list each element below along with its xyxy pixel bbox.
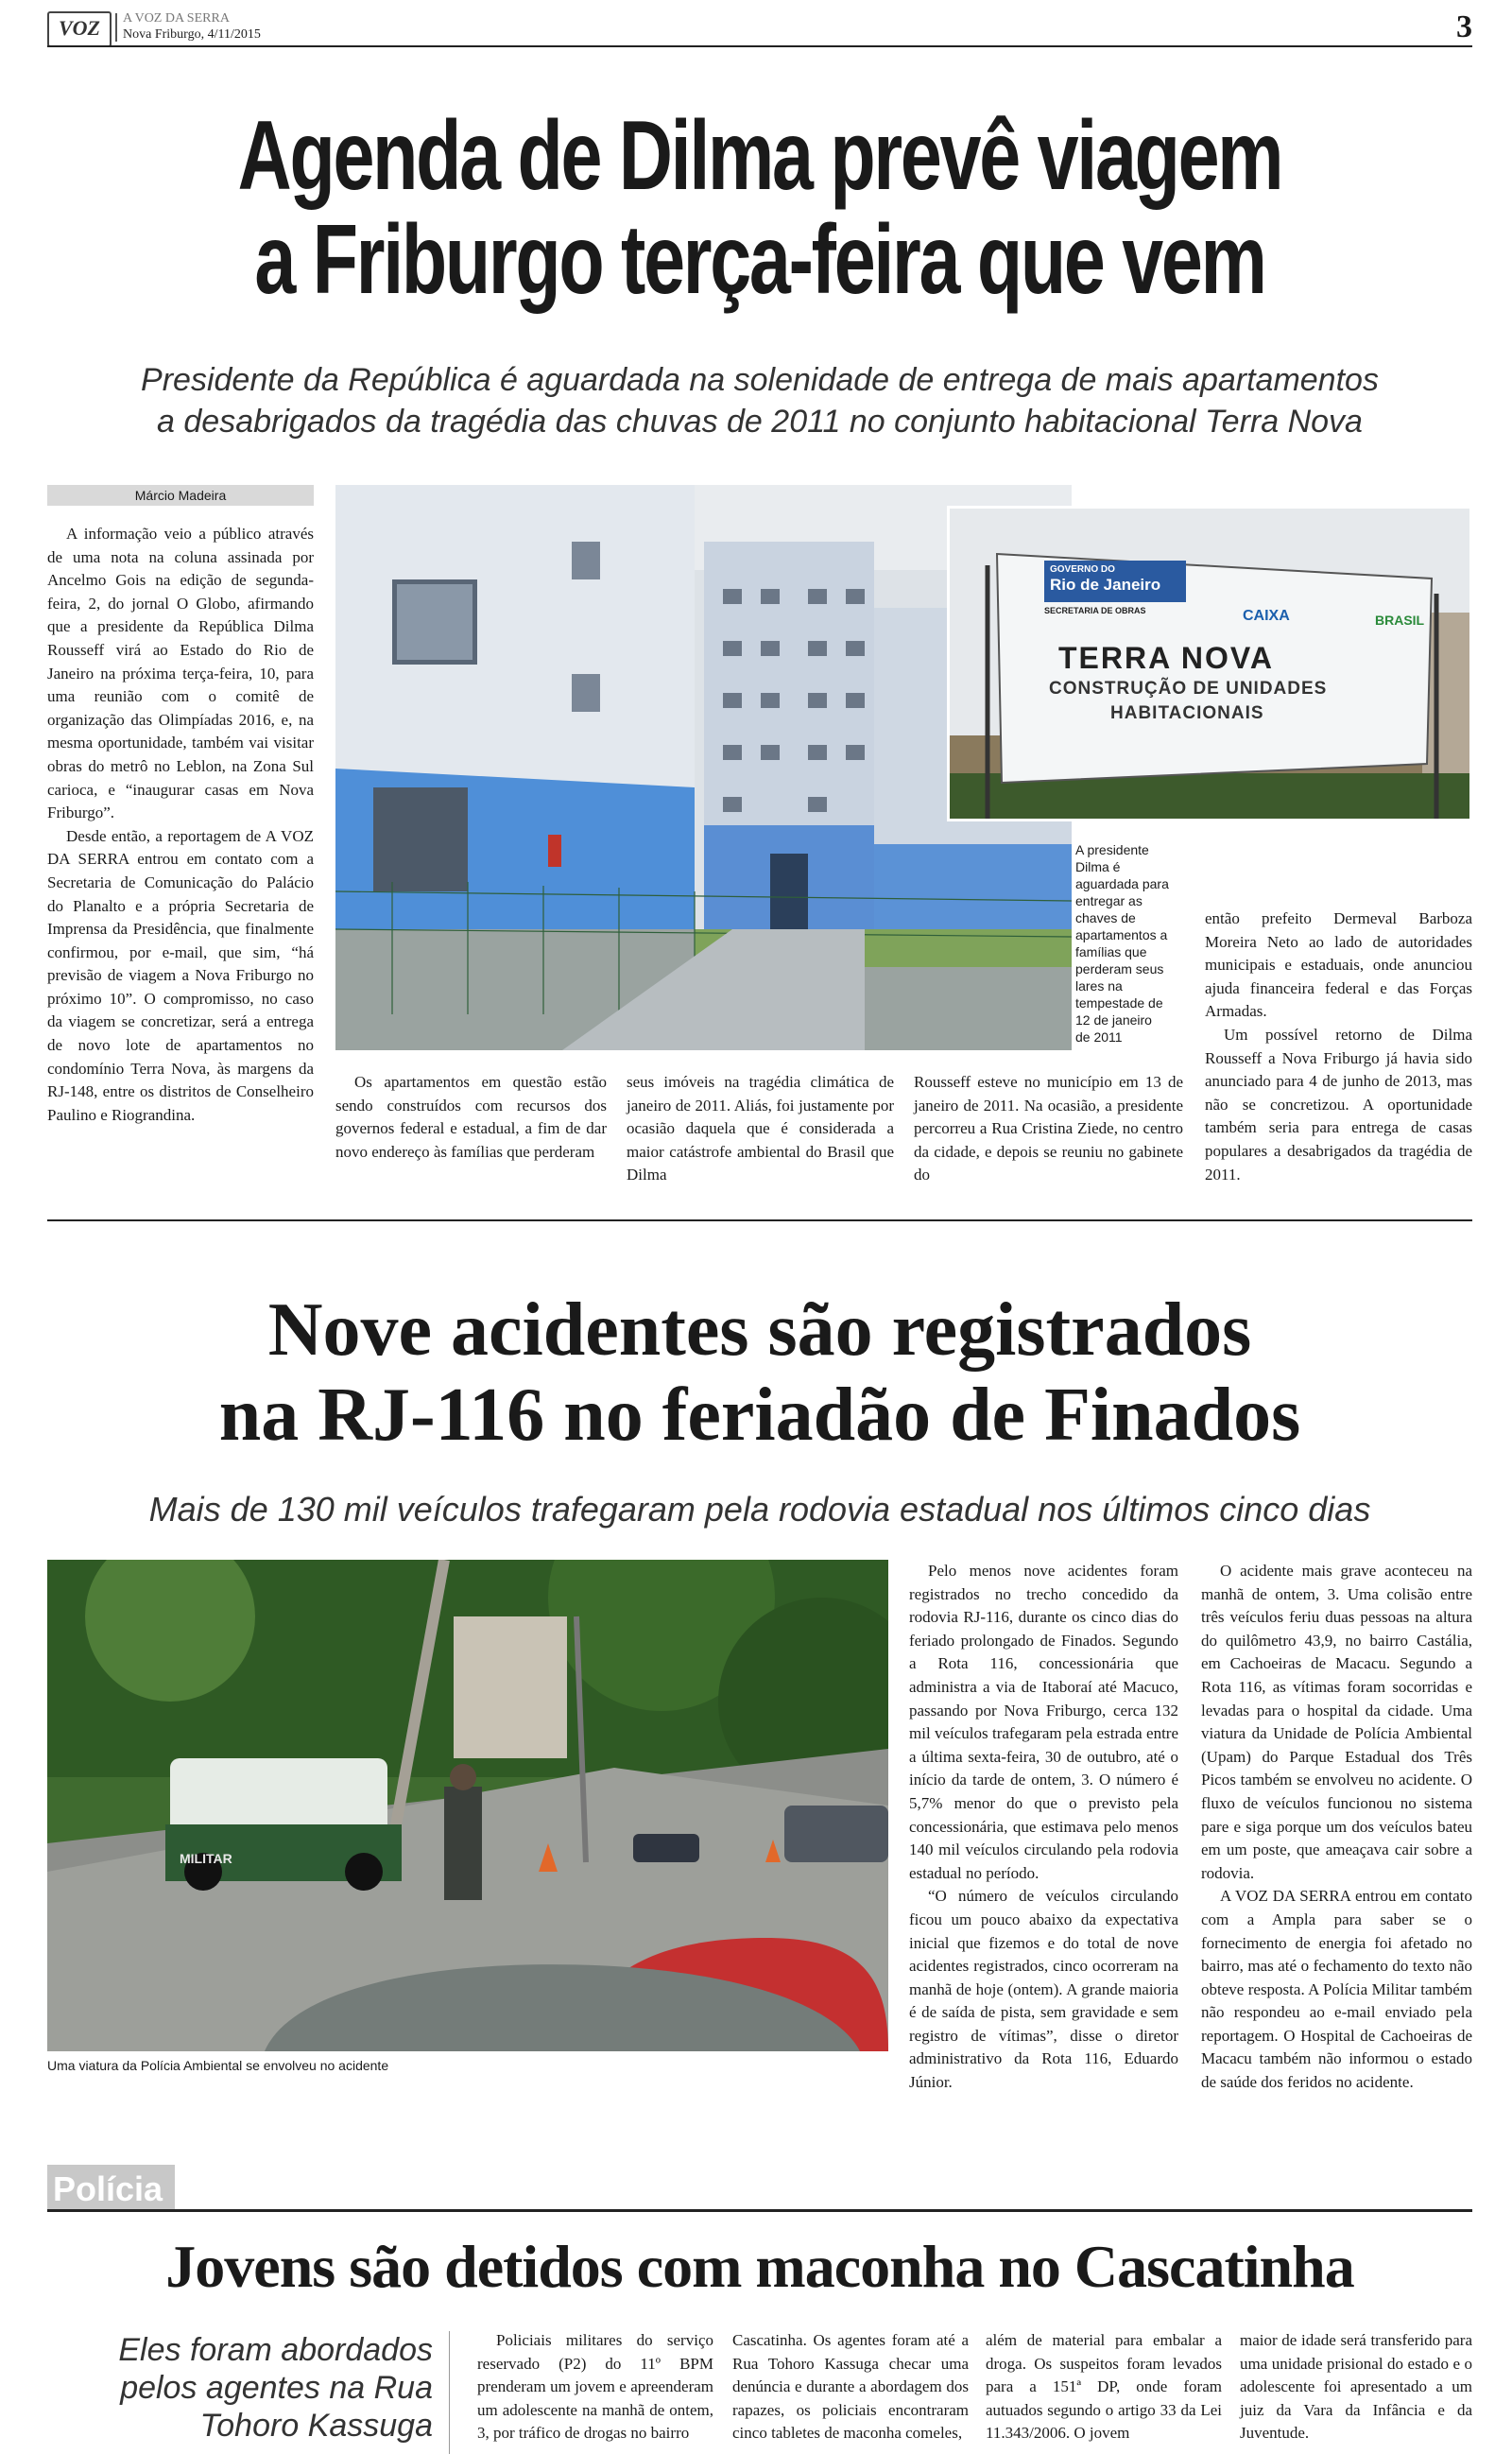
sign-caixa: CAIXA — [1243, 608, 1290, 624]
story1-col5 — [1205, 907, 1472, 1186]
headline-line-2: a Friburgo terça-feira que vem — [254, 205, 1265, 315]
paragraph: Cascatinha. Os agentes foram até a Rua Tohoro Kassuga checar uma denúncia e durante a abordagem dos rapazes, os policiais encontraram cinco tabletes de maconha comeles, — [732, 2331, 969, 2443]
headline-line-1: Agenda de Dilma prevê viagem — [237, 101, 1282, 211]
paper-name: A VOZ DA SERRA — [123, 11, 230, 26]
subhead-line-1: Presidente da República é aguardada na solenidade de entrega de mais apartamentos — [141, 362, 1379, 398]
byline: Márcio Madeira — [47, 485, 314, 506]
sign-title: TERRA NOVA — [1058, 641, 1274, 675]
terra-nova-sign-photo — [947, 506, 1472, 821]
story3-col4 — [1240, 2329, 1472, 2445]
section-rule-1 — [47, 1219, 1472, 1221]
sign-sub2: HABITACIONAIS — [1110, 703, 1264, 723]
section-label: Polícia — [53, 2169, 163, 2208]
headline-line-1: Nove acidentes são registrados — [267, 1288, 1252, 1372]
paragraph: A VOZ DA SERRA entrou em contato com a Ampla para saber se o fornecimento de energia foi afetado no bairro, mas até o fechamento do texto não obteve resposta. A Polícia Militar também não respondeu ao e-mail enviado pela reportagem. O Hospital de Cachoeiras de Macacu também não informou o estado de saúde dos feridos no acidente. — [1201, 1887, 1472, 2092]
paragraph: Rousseff esteve no município em 13 de janeiro de 2011. Na ocasião, a presidente percorreu a Rua Cristina Ziede, no centro da cidade, e depois se reuniu no gabinete do — [914, 1073, 1183, 1184]
headline-dilma — [218, 101, 1301, 315]
paragraph: “O número de veículos circulando ficou um pouco abaixo da expectativa inicial que fizemos e do total de nove acidentes registrados, cinco ocorreram na manhã de hoje (ontem). A grande maioria é de saída de pista, sem gravidade e sem registro de vítimas”, disse o diretor administrativo da Rota 116, Eduardo Júnior. — [909, 1887, 1178, 2092]
sign-brasil: BRASIL — [1375, 613, 1425, 628]
story2-col1 — [909, 1560, 1178, 2095]
story1-col3 — [627, 1071, 894, 1187]
headline-maconha: Jovens são detidos com maconha no Cascatinha — [165, 2233, 1354, 2300]
paragraph: então prefeito Dermeval Barboza Moreira Neto ao lado de autoridades municipais e estaduais, onde anunciou ajuda financeira federal e das Forças Armadas. — [1205, 909, 1472, 1021]
paragraph: maior de idade será transferido para uma unidade prisional do estado e o adolescente foi apresentado a um juiz da Vara da Infância e da Juventude. — [1240, 2331, 1472, 2443]
subhead-dilma — [47, 359, 1472, 442]
sign-gov-line3: SECRETARIA DE OBRAS — [1044, 606, 1146, 615]
story3-col1 — [477, 2329, 713, 2445]
headline-acidentes — [47, 1287, 1472, 1458]
paragraph: Policiais militares do serviço reservado (P2) do 11º BPM prenderam um jovem e apreenderam um adolescente na manhã de ontem, 3, por tráfico de drogas no bairro — [477, 2331, 713, 2443]
deck-maconha: Eles foram abordados pelos agentes na Rua Tohoro Kassuga — [118, 2332, 433, 2444]
sign-sub1: CONSTRUÇÃO DE UNIDADES — [1049, 679, 1328, 699]
section-rule-2 — [47, 2209, 1472, 2212]
paragraph: seus imóveis na tragédia climática de janeiro de 2011. Aliás, foi justamente por ocasião daquela que é considerada a maior catástrofe ambiental do Brasil que Dilma — [627, 1073, 894, 1184]
story1-col4 — [914, 1071, 1183, 1187]
photo-caption-accident: Uma viatura da Polícia Ambiental se envolveu no acidente — [47, 2058, 389, 2073]
story1-col1 — [47, 523, 314, 1127]
date-line: Nova Friburgo, 4/11/2015 — [123, 27, 261, 42]
paragraph: além de material para embalar a droga. Os suspeitos foram levados para a 151ª DP, onde foram autuados segundo o artigo 33 da Lei 11.343/2006. O jovem — [986, 2331, 1222, 2443]
accident-photo — [47, 1560, 888, 2051]
header-rule — [47, 45, 1472, 47]
page-number: 3 — [1456, 9, 1472, 44]
sign-gov-block — [1044, 561, 1186, 602]
paragraph: Pelo menos nove acidentes foram registrados no trecho concedido da rodovia RJ-116, durante os cinco dias do feriado prolongado de Finados. Segundo a Rota 116, concessionária que administra a via de Itaboraí até Macuco, passando por Nova Friburgo, cerca 132 mil veículos trafegaram pela estrada entre a última sexta-feira, 30 de outubro, até o início da tarde de ontem, 3. O número é 5,7% menor do que o previsto pela concessionária, que estimava pelo menos 140 mil veículos circulando pela rodovia estadual no período. — [909, 1562, 1178, 1882]
story3-col2 — [732, 2329, 969, 2445]
subhead-acidentes: Mais de 130 mil veículos trafegaram pela rodovia estadual nos últimos cinco dias — [148, 1490, 1371, 1529]
car-door-text: MILITAR — [180, 1851, 232, 1866]
deck-divider — [449, 2331, 450, 2454]
sign-gov-line2: Rio de Janeiro — [1050, 576, 1161, 594]
story1-col2 — [335, 1071, 607, 1164]
paragraph: Os apartamentos em questão estão sendo construídos com recursos dos governos federal e estadual, a fim de dar novo endereço às famílias que perderam — [335, 1073, 607, 1161]
story2-col2 — [1201, 1560, 1472, 2095]
photo-caption-dilma: A presidente Dilma é aguardada para entregar as chaves de apartamentos a famílias que perderam seus lares na tempestade de 12 de janeiro de 2011 — [1075, 842, 1169, 1045]
paragraph: O acidente mais grave aconteceu na manhã de ontem, 3. Uma colisão entre três veículos feriu duas pessoas na altura do quilômetro 43,9, no bairro Castália, em Cachoeiras de Macacu. Segundo a Rota 116, as vítimas foram socorridas e levadas para o hospital da cidade. Uma viatura da Unidade de Polícia Ambiental (Upam) do Parque Estadual dos Três Picos também se envolveu no acidente. O fluxo de veículos funcionou no sistema pare e siga porque um dos veículos bateu em um poste, que ameaçava cair sobre a rodovia. — [1201, 1562, 1472, 1882]
paragraph: A informação veio a público através de uma nota na coluna assinada por Ancelmo Gois na edição de segunda-feira, 2, do jornal O Globo, afirmando que a presidente da República Dilma Rousseff virá ao Estado do Rio de Janeiro na próxima terça-feira, 10, para uma reunião com o comitê de organização das Olimpíadas 2016, e, na mesma oportunidade, também vai visitar obras do metrô no Leblon, na Zona Sul carioca, e “inaugurar casas em Nova Friburgo”. — [47, 525, 314, 822]
masthead-divider — [115, 13, 117, 42]
paragraph: Um possível retorno de Dilma Rousseff a Nova Friburgo já havia sido anunciado para 4 de junho de 2013, mas não se concretizou. A oportunidade também seria para entrega de casas populares a desabrigados da tragédia de 2011. — [1205, 1025, 1472, 1184]
masthead — [47, 11, 1472, 45]
sign-gov-line1: GOVERNO DO — [1050, 564, 1115, 575]
headline-line-2: na RJ-116 no feriadão de Finados — [218, 1374, 1301, 1457]
logo: VOZ — [47, 11, 112, 47]
subhead-line-2: a desabrigados da tragédia das chuvas de 2011 no conjunto habitacional Terra Nova — [157, 404, 1363, 440]
paragraph: Desde então, a reportagem de A VOZ DA SERRA entrou em contato com a Secretaria de Comunicação do Palácio do Planalto e a própria Secretaria de Imprensa da Presidência, que finalmente confirmou, por e-mail, que sim, “há previsão de viagem a Nova Friburgo no próximo 10”. O compromisso, no caso da viagem se concretizar, será a entrega de novo lote de apartamentos no condomínio Terra Nova, às margens da RJ-148, entre os distritos de Conselheiro Paulino e Riograndina. — [47, 826, 314, 1124]
story3-col3 — [986, 2329, 1222, 2445]
